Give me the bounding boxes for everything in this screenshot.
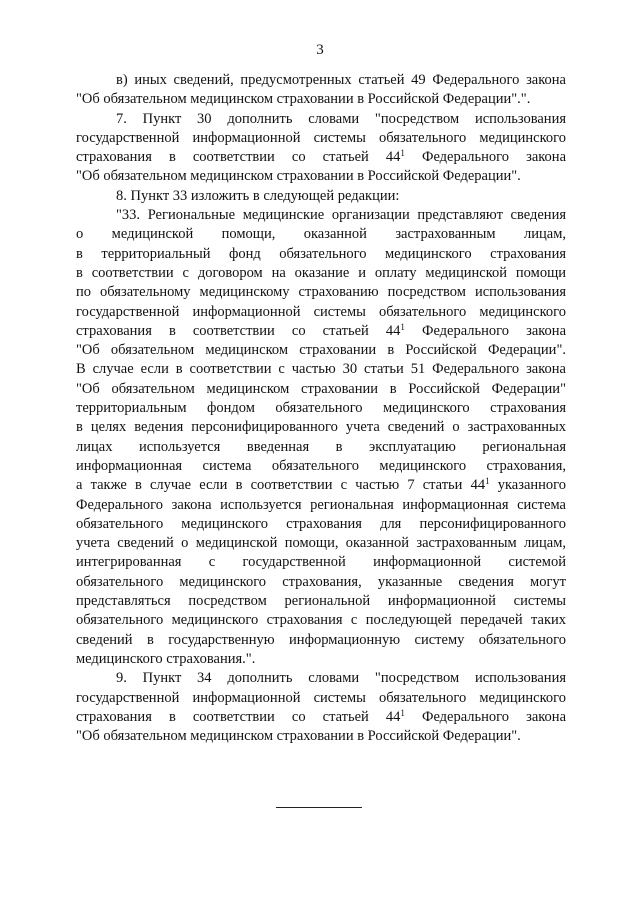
text-line: "Об обязательном медицинском страховании в Российской Федерации". [76,728,521,745]
page-number: 3 [316,42,324,58]
text-line: "Об обязательном медицинском страховании в Российской Федерации". [76,342,566,359]
text-line: сведений в государственную информационную систему обязательного [76,631,566,648]
text-line: в территориальный фонд обязательного медицинского страхования [76,245,566,262]
superscript-marker: 1 [485,476,490,487]
superscript-marker: 1 [400,148,405,159]
text-fragment: Федерального закона [421,708,567,725]
text-line: учета сведений о медицинской помощи, оказанной застрахованным лицам, [76,535,566,552]
text-line: по обязательному медицинскому страхованию посредством использования [76,284,566,301]
text-line: медицинского страхования.". [76,650,256,667]
text-line: в) иных сведений, предусмотренных статьей 49 Федерального закона [116,72,566,88]
text-line: 8. Пункт 33 изложить в следующей редакции: [116,187,400,204]
text-line: в целях ведения персонифицированного учета сведений о застрахованных [76,419,566,436]
text-line: В случае если в соответствии с частью 30 статьи 51 Федерального закона [76,361,566,378]
superscript-marker: 1 [400,707,405,718]
superscript-marker: 1 [400,321,405,332]
text-line: о медицинской помощи, оказанной застрахованным лицам, [76,226,566,243]
text-fragment: страхования в соответствии со статьей 44 [76,322,401,339]
paragraph-item-33 [76,206,566,669]
text-line: территориальным фондом обязательного медицинского страхования [76,400,566,417]
document-body [76,71,566,746]
text-line: в соответствии с договором на оказание и оплату медицинской помощи [76,264,566,281]
text-fragment: а также в случае если в соответствии с частью 7 статьи 44 [76,477,486,494]
text-line: обязательного медицинского страхования с последующей передачей таких [76,612,566,629]
text-fragment: Федерального закона [421,322,567,339]
text-line: представляться посредством региональной информационной системы [76,593,566,610]
text-line: обязательного медицинского страхования, указанные сведения могут [76,573,566,590]
text-fragment: Федерального закона [421,149,567,166]
text-line-with-footnote [76,148,566,167]
text-line-with-footnote [76,708,566,727]
text-fragment: указанного [497,477,567,494]
text-line-with-footnote [76,322,566,341]
text-line: 7. Пункт 30 дополнить словами "посредством использования [116,110,566,127]
end-of-document-rule [276,807,362,808]
text-line: государственной информационной системы обязательного медицинского [76,689,566,706]
text-line: 9. Пункт 34 дополнить словами "посредством использования [116,670,566,687]
paragraph-item-9 [76,669,566,746]
text-line: государственной информационной системы обязательного медицинского [76,303,566,320]
text-line: интегрированная с государственной информационной системой [76,554,566,571]
text-line: государственной информационной системы обязательного медицинского [76,129,566,146]
text-line: лицах используется введенная в эксплуатацию региональная [76,438,566,455]
text-line-with-footnote [76,476,566,495]
paragraph-item-7 [76,110,566,187]
text-line: Федерального закона используется региональная информационная система [76,496,566,513]
text-line: "Об обязательном медицинском страховании в Российской Федерации". [76,168,521,185]
text-line: "Об обязательном медицинском страховании в Российской Федерации".". [76,91,531,108]
text-line: "Об обязательном медицинском страховании в Российской Федерации" [76,380,566,397]
text-line: обязательного медицинского страхования для персонифицированного [76,515,566,532]
text-line: информационная система обязательного медицинского страхования, [76,457,566,474]
paragraph-item-8 [76,187,566,206]
text-line: "33. Региональные медицинские организации представляют сведения [116,207,566,224]
text-fragment: страхования в соответствии со статьей 44 [76,149,401,166]
text-fragment: страхования в соответствии со статьей 44 [76,708,401,725]
paragraph-subitem-v [76,71,566,110]
